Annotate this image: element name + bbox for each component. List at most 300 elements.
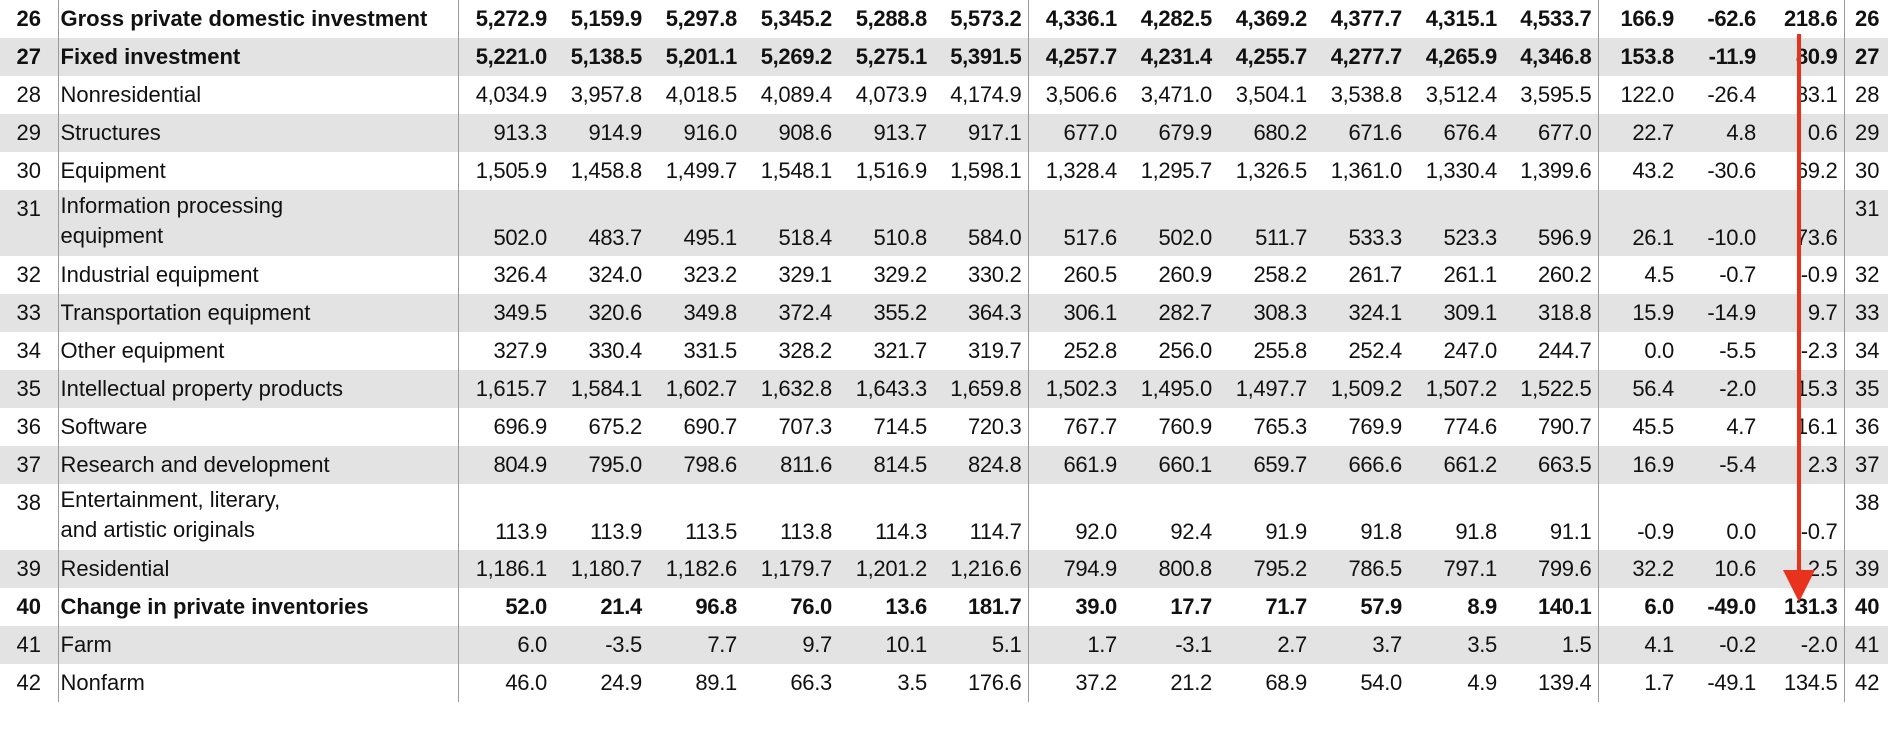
value-cell: 114.7 bbox=[969, 519, 1022, 544]
line-number-right: 34 bbox=[1844, 332, 1888, 370]
value-cell: 252.4 bbox=[1348, 338, 1402, 363]
value-cell: 1,615.7 bbox=[458, 370, 553, 408]
line-number-left: 36 bbox=[0, 408, 58, 446]
value-cell: 52.0 bbox=[458, 588, 553, 626]
row-label-line: Change in private inventories bbox=[60, 594, 369, 619]
value-cell: 45.5 bbox=[1598, 408, 1680, 446]
value-cell: 523.3 bbox=[1408, 190, 1503, 256]
value-cell: 4,231.4 bbox=[1123, 38, 1218, 76]
value-cell: 794.9 bbox=[1028, 550, 1123, 588]
value-cell: 1,643.3 bbox=[838, 370, 933, 408]
value-cell: 1,182.6 bbox=[648, 550, 743, 588]
value-cell: 4,377.7 bbox=[1330, 6, 1402, 31]
line-number-right: 40 bbox=[1844, 588, 1888, 626]
value-cell: 1,179.7 bbox=[743, 550, 838, 588]
value-cell: 1,584.1 bbox=[553, 370, 648, 408]
value-cell: 8.9 bbox=[1467, 594, 1497, 619]
value-cell: 916.0 bbox=[648, 114, 743, 152]
value-cell: 5,345.2 bbox=[760, 6, 832, 31]
value-cell: 4,034.9 bbox=[458, 76, 553, 114]
value-cell: 4,282.5 bbox=[1140, 6, 1212, 31]
table-row bbox=[0, 332, 1888, 370]
value-cell: 122.0 bbox=[1598, 76, 1680, 114]
value-cell: 21.4 bbox=[600, 594, 642, 619]
value-cell: 330.2 bbox=[967, 262, 1022, 287]
value-cell: 39.0 bbox=[1028, 588, 1123, 626]
value-cell: 2.7 bbox=[1218, 626, 1313, 664]
value-cell: 26.1 bbox=[1598, 190, 1680, 256]
row-label bbox=[58, 446, 458, 484]
table-row bbox=[0, 446, 1888, 484]
row-label bbox=[58, 0, 458, 38]
value-cell: 3,512.4 bbox=[1425, 82, 1497, 107]
value-cell: 1,216.6 bbox=[933, 550, 1028, 588]
value-cell: 4,174.9 bbox=[950, 82, 1022, 107]
value-cell: 914.9 bbox=[553, 114, 648, 152]
row-label bbox=[58, 114, 458, 152]
value-cell: 10.6 bbox=[1680, 550, 1762, 588]
value-cell: 181.7 bbox=[967, 594, 1022, 619]
line-number-right: 38 bbox=[1844, 484, 1888, 550]
value-cell: 0.0 bbox=[1726, 519, 1756, 544]
table-row bbox=[0, 76, 1888, 114]
value-cell: 306.1 bbox=[1028, 294, 1123, 332]
value-cell: 767.7 bbox=[1028, 408, 1123, 446]
value-cell: 680.2 bbox=[1218, 114, 1313, 152]
line-number-right: 33 bbox=[1844, 294, 1888, 332]
value-cell: 21.2 bbox=[1170, 670, 1212, 695]
line-number-left: 30 bbox=[0, 152, 58, 190]
value-cell: 1,522.5 bbox=[1503, 370, 1598, 408]
value-cell: 1,180.7 bbox=[553, 550, 648, 588]
value-cell: -3.1 bbox=[1123, 626, 1218, 664]
line-number-right: 30 bbox=[1844, 152, 1888, 190]
value-cell: 3,957.8 bbox=[570, 82, 642, 107]
value-cell: 3.5 bbox=[1408, 626, 1503, 664]
value-cell: 913.3 bbox=[458, 114, 553, 152]
value-cell: 260.5 bbox=[1028, 256, 1123, 294]
line-number-right: 35 bbox=[1844, 370, 1888, 408]
value-cell: -62.6 bbox=[1707, 6, 1756, 31]
line-number-left: 40 bbox=[0, 588, 58, 626]
row-label-line: Information processing bbox=[60, 193, 284, 218]
value-cell: 675.2 bbox=[588, 414, 642, 439]
value-cell: 5.1 bbox=[933, 626, 1028, 664]
value-cell: -0.7 bbox=[1719, 262, 1756, 287]
value-cell: 15.9 bbox=[1598, 294, 1680, 332]
value-cell: -49.1 bbox=[1707, 670, 1756, 695]
value-cell: 4,257.7 bbox=[1028, 38, 1123, 76]
row-label-line: Industrial equipment bbox=[60, 262, 259, 287]
value-cell: -2.0 bbox=[1762, 626, 1844, 664]
value-cell: 282.7 bbox=[1123, 294, 1218, 332]
line-number-left: 42 bbox=[0, 664, 58, 702]
value-cell: 1,328.4 bbox=[1028, 152, 1123, 190]
value-cell: 5,138.5 bbox=[553, 38, 648, 76]
row-label-line: Transportation equipment bbox=[60, 300, 311, 325]
row-label-line: Nonfarm bbox=[60, 670, 145, 695]
line-number-left: 27 bbox=[0, 38, 58, 76]
value-cell: 510.8 bbox=[838, 190, 933, 256]
value-cell: 1,602.7 bbox=[648, 370, 743, 408]
row-label-line: Farm bbox=[60, 632, 112, 657]
line-number-left: 35 bbox=[0, 370, 58, 408]
table-row bbox=[0, 38, 1888, 76]
value-cell: 4,346.8 bbox=[1503, 38, 1598, 76]
value-cell: -49.0 bbox=[1707, 594, 1756, 619]
value-cell: 676.4 bbox=[1408, 114, 1503, 152]
value-cell: 3,504.1 bbox=[1235, 82, 1307, 107]
value-cell: 696.9 bbox=[458, 408, 553, 446]
value-cell: 260.2 bbox=[1537, 262, 1592, 287]
value-cell: 5,221.0 bbox=[458, 38, 553, 76]
value-cell: 113.9 bbox=[590, 519, 642, 544]
value-cell: 261.1 bbox=[1443, 262, 1497, 287]
value-cell: 140.1 bbox=[1537, 594, 1592, 619]
value-cell: 83.1 bbox=[1795, 82, 1838, 107]
value-cell: -0.9 bbox=[1598, 484, 1680, 550]
line-number-left: 26 bbox=[0, 0, 58, 38]
row-label bbox=[58, 664, 458, 702]
line-number-right: 39 bbox=[1844, 550, 1888, 588]
table-row bbox=[0, 190, 1888, 256]
row-label bbox=[58, 408, 458, 446]
value-cell: 4.5 bbox=[1598, 256, 1680, 294]
value-cell: 1.7 bbox=[1028, 626, 1123, 664]
value-cell: 584.0 bbox=[933, 190, 1028, 256]
table-row bbox=[0, 550, 1888, 588]
value-cell: 92.0 bbox=[1028, 484, 1123, 550]
value-cell: 4.7 bbox=[1726, 414, 1756, 439]
value-cell: 3,506.6 bbox=[1028, 76, 1123, 114]
value-cell: 9.7 bbox=[1762, 294, 1844, 332]
value-cell: 66.3 bbox=[790, 670, 832, 695]
table-row bbox=[0, 664, 1888, 702]
value-cell: 1,361.0 bbox=[1330, 158, 1402, 183]
value-cell: 660.1 bbox=[1123, 446, 1218, 484]
value-cell: 1,632.8 bbox=[743, 370, 838, 408]
value-cell: 54.0 bbox=[1360, 670, 1402, 695]
value-cell: 91.9 bbox=[1265, 519, 1307, 544]
value-cell: 4.8 bbox=[1680, 114, 1762, 152]
row-label bbox=[58, 38, 458, 76]
value-cell: 659.7 bbox=[1218, 446, 1313, 484]
value-cell: 134.5 bbox=[1783, 670, 1838, 695]
value-cell: 677.0 bbox=[1028, 114, 1123, 152]
value-cell: 1,295.7 bbox=[1140, 158, 1212, 183]
value-cell: 24.9 bbox=[600, 670, 642, 695]
line-number-right: 28 bbox=[1844, 76, 1888, 114]
line-number-left: 32 bbox=[0, 256, 58, 294]
value-cell: 663.5 bbox=[1503, 446, 1598, 484]
value-cell: 6.0 bbox=[1598, 588, 1680, 626]
value-cell: 10.1 bbox=[838, 626, 933, 664]
row-label bbox=[58, 256, 458, 294]
value-cell: 113.5 bbox=[685, 519, 737, 544]
row-label-line: Research and development bbox=[60, 452, 330, 477]
value-cell: 261.7 bbox=[1348, 262, 1402, 287]
value-cell: 308.3 bbox=[1218, 294, 1313, 332]
value-cell: -2.3 bbox=[1800, 338, 1838, 363]
value-cell: 2.5 bbox=[1762, 550, 1844, 588]
line-number-left: 37 bbox=[0, 446, 58, 484]
value-cell: 707.3 bbox=[778, 414, 832, 439]
table-row bbox=[0, 370, 1888, 408]
value-cell: 814.5 bbox=[838, 446, 933, 484]
value-cell: 824.8 bbox=[933, 446, 1028, 484]
value-cell: 799.6 bbox=[1503, 550, 1598, 588]
value-cell: 7.7 bbox=[648, 626, 743, 664]
value-cell: 1,516.9 bbox=[855, 158, 927, 183]
value-cell: 517.6 bbox=[1028, 190, 1123, 256]
row-label-line: Intellectual property products bbox=[60, 376, 343, 401]
value-cell: 4.9 bbox=[1467, 670, 1497, 695]
value-cell: 372.4 bbox=[743, 294, 838, 332]
value-cell: 795.2 bbox=[1218, 550, 1313, 588]
value-cell: 68.9 bbox=[1265, 670, 1307, 695]
value-cell: 765.3 bbox=[1253, 414, 1307, 439]
value-cell: 797.1 bbox=[1408, 550, 1503, 588]
value-cell: 1,548.1 bbox=[760, 158, 832, 183]
value-cell: 89.1 bbox=[695, 670, 737, 695]
line-number-left: 33 bbox=[0, 294, 58, 332]
value-cell: 5,297.8 bbox=[665, 6, 737, 31]
value-cell: 96.8 bbox=[695, 594, 737, 619]
value-cell: 661.2 bbox=[1408, 446, 1503, 484]
value-cell: 502.0 bbox=[458, 190, 553, 256]
value-cell: 57.9 bbox=[1360, 594, 1402, 619]
table-row bbox=[0, 256, 1888, 294]
value-cell: 244.7 bbox=[1537, 338, 1592, 363]
table-row bbox=[0, 0, 1888, 38]
row-label-line: Structures bbox=[60, 120, 161, 145]
value-cell: -3.5 bbox=[553, 626, 648, 664]
table-row bbox=[0, 152, 1888, 190]
value-cell: 0.6 bbox=[1762, 114, 1844, 152]
value-cell: 349.5 bbox=[458, 294, 553, 332]
value-cell: 252.8 bbox=[1028, 332, 1123, 370]
line-number-left: 34 bbox=[0, 332, 58, 370]
value-cell: 1,598.1 bbox=[950, 158, 1022, 183]
value-cell: 518.4 bbox=[743, 190, 838, 256]
value-cell: 666.6 bbox=[1313, 446, 1408, 484]
row-label-line: Nonresidential bbox=[60, 82, 202, 107]
value-cell: 15.3 bbox=[1762, 370, 1844, 408]
value-cell: 92.4 bbox=[1170, 519, 1212, 544]
value-cell: 4,533.7 bbox=[1520, 6, 1592, 31]
value-cell: 679.9 bbox=[1123, 114, 1218, 152]
value-cell: 1,458.8 bbox=[570, 158, 642, 183]
row-label bbox=[58, 588, 458, 626]
value-cell: 908.6 bbox=[743, 114, 838, 152]
value-cell: 326.4 bbox=[458, 256, 553, 294]
value-cell: 1,201.2 bbox=[838, 550, 933, 588]
value-cell: 91.8 bbox=[1455, 519, 1497, 544]
row-label bbox=[58, 190, 458, 256]
value-cell: 323.2 bbox=[683, 262, 737, 287]
value-cell: 73.6 bbox=[1762, 190, 1844, 256]
value-cell: 502.0 bbox=[1123, 190, 1218, 256]
value-cell: 329.1 bbox=[778, 262, 832, 287]
value-cell: -0.7 bbox=[1800, 519, 1838, 544]
line-number-left: 28 bbox=[0, 76, 58, 114]
value-cell: 786.5 bbox=[1313, 550, 1408, 588]
value-cell: 1,495.0 bbox=[1123, 370, 1218, 408]
value-cell: 324.0 bbox=[588, 262, 642, 287]
value-cell: 46.0 bbox=[458, 664, 553, 702]
value-cell: 5,573.2 bbox=[950, 6, 1022, 31]
value-cell: 331.5 bbox=[683, 338, 737, 363]
table-row bbox=[0, 588, 1888, 626]
value-cell: 5,269.2 bbox=[743, 38, 838, 76]
row-label bbox=[58, 76, 458, 114]
value-cell: 798.6 bbox=[648, 446, 743, 484]
value-cell: 91.1 bbox=[1549, 519, 1592, 544]
value-cell: 511.7 bbox=[1218, 190, 1313, 256]
value-cell: 774.6 bbox=[1443, 414, 1497, 439]
value-cell: 176.6 bbox=[967, 670, 1022, 695]
value-cell: 800.8 bbox=[1123, 550, 1218, 588]
row-label bbox=[58, 152, 458, 190]
value-cell: 4,089.4 bbox=[760, 82, 832, 107]
value-cell: 913.7 bbox=[838, 114, 933, 152]
value-cell: 328.2 bbox=[778, 338, 832, 363]
value-cell: 113.9 bbox=[458, 484, 553, 550]
value-cell: 596.9 bbox=[1503, 190, 1598, 256]
row-label-line: and artistic originals bbox=[60, 517, 255, 542]
value-cell: 720.3 bbox=[967, 414, 1022, 439]
value-cell: 260.9 bbox=[1158, 262, 1212, 287]
value-cell: 329.2 bbox=[873, 262, 927, 287]
value-cell: 917.1 bbox=[933, 114, 1028, 152]
value-cell: 113.8 bbox=[780, 519, 832, 544]
value-cell: -26.4 bbox=[1707, 82, 1756, 107]
row-label-line: Software bbox=[60, 414, 148, 439]
value-cell: 320.6 bbox=[553, 294, 648, 332]
line-number-right: 41 bbox=[1844, 626, 1888, 664]
value-cell: 1.5 bbox=[1503, 626, 1598, 664]
value-cell: 56.4 bbox=[1598, 370, 1680, 408]
value-cell: 4,073.9 bbox=[855, 82, 927, 107]
value-cell: 16.1 bbox=[1795, 414, 1838, 439]
line-number-right: 36 bbox=[1844, 408, 1888, 446]
value-cell: 319.7 bbox=[967, 338, 1022, 363]
value-cell: 3.7 bbox=[1313, 626, 1408, 664]
line-number-right: 29 bbox=[1844, 114, 1888, 152]
value-cell: 811.6 bbox=[743, 446, 838, 484]
value-cell: 1,326.5 bbox=[1235, 158, 1307, 183]
value-cell: 324.1 bbox=[1313, 294, 1408, 332]
table-row bbox=[0, 626, 1888, 664]
row-label-line: Entertainment, literary, bbox=[60, 487, 281, 512]
row-label-line: Equipment bbox=[60, 158, 166, 183]
value-cell: 91.8 bbox=[1360, 519, 1402, 544]
value-cell: -5.5 bbox=[1719, 338, 1756, 363]
line-number-left: 39 bbox=[0, 550, 58, 588]
value-cell: -2.0 bbox=[1680, 370, 1762, 408]
value-cell: 3,538.8 bbox=[1330, 82, 1402, 107]
value-cell: 4,255.7 bbox=[1218, 38, 1313, 76]
value-cell: 5,275.1 bbox=[838, 38, 933, 76]
value-cell: 769.9 bbox=[1348, 414, 1402, 439]
value-cell: 80.9 bbox=[1762, 38, 1844, 76]
value-cell: -14.9 bbox=[1680, 294, 1762, 332]
line-number-right: 32 bbox=[1844, 256, 1888, 294]
value-cell: 71.7 bbox=[1265, 594, 1307, 619]
value-cell: 661.9 bbox=[1028, 446, 1123, 484]
value-cell: 166.9 bbox=[1598, 0, 1680, 38]
row-label bbox=[58, 484, 458, 550]
value-cell: 0.0 bbox=[1598, 332, 1680, 370]
row-label-line: Fixed investment bbox=[60, 44, 241, 69]
value-cell: 364.3 bbox=[933, 294, 1028, 332]
value-cell: 4,369.2 bbox=[1235, 6, 1307, 31]
value-cell: 256.0 bbox=[1158, 338, 1212, 363]
row-label bbox=[58, 294, 458, 332]
value-cell: 13.6 bbox=[885, 594, 927, 619]
value-cell: 1,507.2 bbox=[1408, 370, 1503, 408]
table-row bbox=[0, 408, 1888, 446]
line-number-right: 37 bbox=[1844, 446, 1888, 484]
value-cell: 258.2 bbox=[1253, 262, 1307, 287]
value-cell: 533.3 bbox=[1313, 190, 1408, 256]
value-cell: 153.8 bbox=[1598, 38, 1680, 76]
value-cell: 5,391.5 bbox=[933, 38, 1028, 76]
value-cell: 5,159.9 bbox=[570, 6, 642, 31]
value-cell: 1,399.6 bbox=[1520, 158, 1592, 183]
value-cell: 37.2 bbox=[1028, 664, 1123, 702]
value-cell: 114.3 bbox=[875, 519, 927, 544]
value-cell: 131.3 bbox=[1783, 594, 1838, 619]
table-row bbox=[0, 484, 1888, 550]
value-cell: -0.9 bbox=[1800, 262, 1838, 287]
value-cell: 5,272.9 bbox=[458, 0, 553, 38]
value-cell: 483.7 bbox=[553, 190, 648, 256]
value-cell: 349.8 bbox=[648, 294, 743, 332]
value-cell: 4,315.1 bbox=[1425, 6, 1497, 31]
line-number-left: 29 bbox=[0, 114, 58, 152]
value-cell: -0.2 bbox=[1680, 626, 1762, 664]
value-cell: 1,502.3 bbox=[1028, 370, 1123, 408]
value-cell: 3.5 bbox=[897, 670, 927, 695]
value-cell: 43.2 bbox=[1598, 152, 1680, 190]
value-cell: 1,509.2 bbox=[1313, 370, 1408, 408]
row-label bbox=[58, 370, 458, 408]
line-number-right: 26 bbox=[1844, 0, 1888, 38]
value-cell: 3,595.5 bbox=[1520, 82, 1592, 107]
value-cell: 321.7 bbox=[873, 338, 927, 363]
value-cell: 3,471.0 bbox=[1140, 82, 1212, 107]
value-cell: 4,018.5 bbox=[665, 82, 737, 107]
value-cell: 671.6 bbox=[1313, 114, 1408, 152]
value-cell: -10.0 bbox=[1680, 190, 1762, 256]
value-cell: 790.7 bbox=[1537, 414, 1592, 439]
line-number-right: 42 bbox=[1844, 664, 1888, 702]
value-cell: 247.0 bbox=[1443, 338, 1497, 363]
value-cell: 330.4 bbox=[588, 338, 642, 363]
value-cell: -11.9 bbox=[1680, 38, 1762, 76]
row-label-line: equipment bbox=[60, 223, 164, 248]
value-cell: 327.9 bbox=[458, 332, 553, 370]
value-cell: 4.1 bbox=[1598, 626, 1680, 664]
value-cell: -5.4 bbox=[1680, 446, 1762, 484]
value-cell: 495.1 bbox=[648, 190, 743, 256]
value-cell: 677.0 bbox=[1503, 114, 1598, 152]
line-number-left: 41 bbox=[0, 626, 58, 664]
value-cell: 5,288.8 bbox=[855, 6, 927, 31]
value-cell: 1,186.1 bbox=[458, 550, 553, 588]
value-cell: 309.1 bbox=[1408, 294, 1503, 332]
